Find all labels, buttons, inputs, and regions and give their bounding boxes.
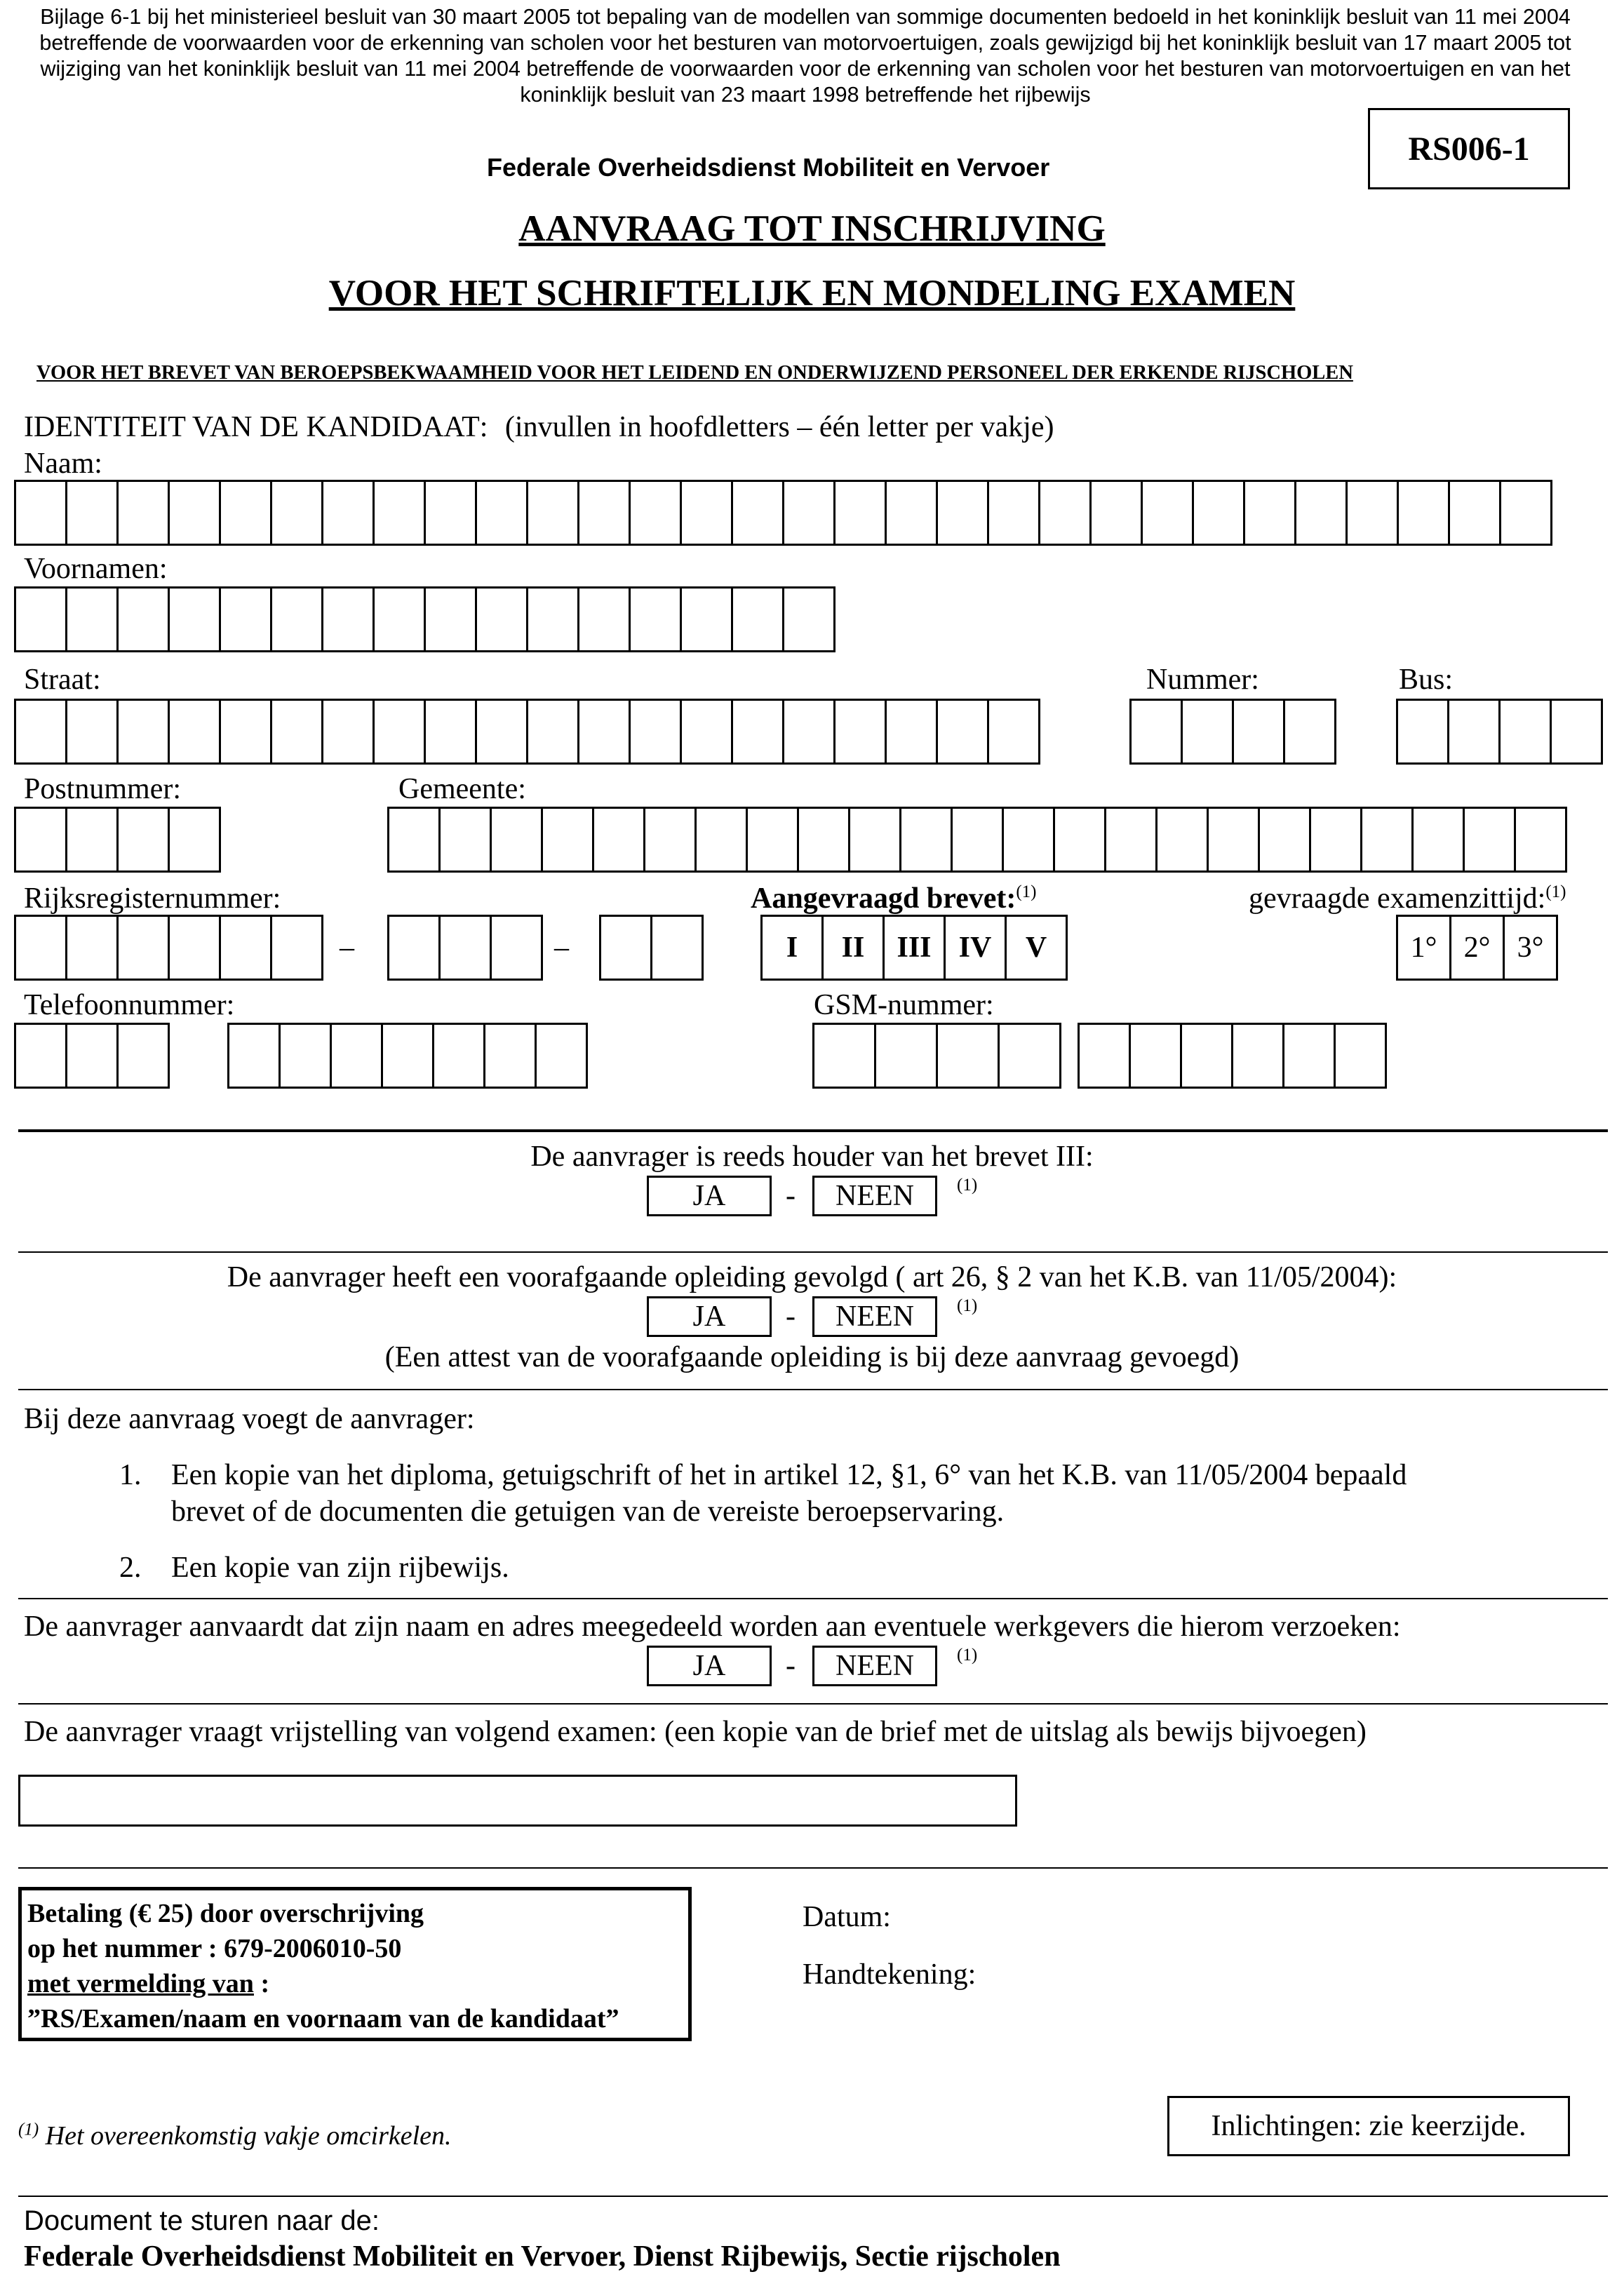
letter-box[interactable]: [1129, 699, 1183, 765]
letter-box[interactable]: [1243, 480, 1296, 546]
form-code-box: [1368, 108, 1570, 189]
footnote-line: [18, 2120, 452, 2151]
letter-box[interactable]: [475, 480, 528, 546]
letter-box[interactable]: [483, 1023, 537, 1089]
rijksregister-boxes-part3[interactable]: [599, 915, 702, 981]
letter-box[interactable]: [475, 699, 528, 765]
letter-box[interactable]: [1258, 807, 1311, 873]
letter-box[interactable]: [848, 807, 901, 873]
signature-label: Handtekening:: [803, 1958, 977, 1991]
attachments-intro: Bij deze aanvraag voegt de aanvrager:: [24, 1403, 475, 1435]
divider-7: [18, 2196, 1608, 2197]
payment-line1: Betaling (€ 25) door overschrijving: [27, 1899, 424, 1928]
straat-label: Straat:: [24, 664, 101, 696]
brevet-label: Aangevraagd brevet:: [751, 882, 1016, 915]
q2-note: (Een attest van de voorafgaande opleiding is bij deze aanvraag gevoegd): [384, 1341, 1240, 1373]
letter-box[interactable]: [373, 586, 426, 652]
letter-box[interactable]: [1141, 480, 1194, 546]
letter-box[interactable]: [438, 915, 492, 981]
rijksregister-boxes-part2[interactable]: [387, 915, 541, 981]
letter-box[interactable]: [694, 807, 748, 873]
letter-box[interactable]: [526, 586, 579, 652]
info-box-text: Inlichtingen: zie keerzijde.: [1211, 2110, 1526, 2142]
rijksregister-label: Rijksregisternummer:: [24, 882, 281, 915]
letter-box[interactable]: [14, 915, 67, 981]
letter-box[interactable]: [650, 915, 704, 981]
letter-box[interactable]: [219, 915, 272, 981]
nummer-label: Nummer:: [1146, 664, 1259, 696]
letter-box[interactable]: [14, 1023, 67, 1089]
letter-box[interactable]: [1129, 1023, 1182, 1089]
letter-box[interactable]: [14, 807, 67, 873]
letter-box[interactable]: [116, 699, 170, 765]
gsm-prefix-boxes[interactable]: [812, 1023, 1059, 1089]
divider-2: [18, 1251, 1608, 1253]
q1-neen-box[interactable]: [812, 1176, 937, 1216]
letter-box[interactable]: [526, 699, 579, 765]
attachment-2-num: 2.: [119, 1552, 142, 1584]
letter-box[interactable]: [1053, 807, 1106, 873]
letter-box[interactable]: [1498, 699, 1552, 765]
letter-box[interactable]: [65, 699, 119, 765]
letter-box[interactable]: [168, 915, 221, 981]
letter-box[interactable]: [746, 807, 799, 873]
zittijd-label: gevraagde examenzittijd:: [1249, 882, 1546, 915]
letter-box[interactable]: [321, 699, 375, 765]
letter-box[interactable]: [833, 480, 887, 546]
letter-box[interactable]: [797, 807, 850, 873]
letter-box[interactable]: [936, 1023, 1000, 1089]
divider-6: [18, 1867, 1608, 1869]
q3-neen-label: NEEN: [836, 1650, 914, 1682]
letter-box[interactable]: [490, 807, 543, 873]
letter-box[interactable]: [219, 586, 272, 652]
letter-box[interactable]: [1002, 807, 1055, 873]
brevet-footnote-mark: (1): [1016, 882, 1037, 901]
q1-separator: -: [786, 1180, 796, 1212]
letter-box[interactable]: [424, 480, 477, 546]
form-title-line2: VOOR HET SCHRIFTELIJK EN MONDELING EXAMEN: [328, 273, 1296, 314]
letter-box[interactable]: [168, 586, 221, 652]
letter-box[interactable]: [812, 1023, 876, 1089]
letter-box[interactable]: [321, 480, 375, 546]
letter-box[interactable]: [116, 807, 170, 873]
letter-box[interactable]: [1155, 807, 1209, 873]
q3-text: De aanvrager aanvaardt dat zijn naam en adres meegedeeld worden aan eventuele werkgevers die hierom verzoeken:: [24, 1611, 1401, 1643]
brevet-label-line: [751, 884, 1036, 913]
gemeente-boxes[interactable]: [387, 807, 1565, 873]
letter-box[interactable]: [731, 480, 784, 546]
footnote-mark: (1): [18, 2120, 39, 2139]
letter-box[interactable]: [330, 1023, 383, 1089]
q1-text: De aanvrager is reeds houder van het brevet III:: [530, 1141, 1094, 1173]
letter-box[interactable]: [168, 807, 221, 873]
letter-box[interactable]: [592, 807, 645, 873]
gsm-label: GSM-nummer:: [814, 989, 994, 1021]
datum-label: Datum:: [803, 1901, 891, 1933]
letter-box[interactable]: [1207, 807, 1260, 873]
letter-box[interactable]: [116, 915, 170, 981]
letter-box[interactable]: [1231, 1023, 1284, 1089]
letter-box[interactable]: [1334, 1023, 1387, 1089]
letter-box[interactable]: [643, 807, 697, 873]
letter-box[interactable]: [535, 1023, 588, 1089]
letter-box[interactable]: [1499, 480, 1552, 546]
telefoon-prefix-boxes[interactable]: [14, 1023, 168, 1089]
letter-box[interactable]: [168, 699, 221, 765]
letter-box[interactable]: [885, 480, 938, 546]
letter-box[interactable]: [270, 699, 323, 765]
letter-box[interactable]: [1514, 807, 1567, 873]
letter-box[interactable]: [833, 699, 887, 765]
letter-box[interactable]: [885, 699, 938, 765]
letter-box[interactable]: [381, 1023, 434, 1089]
letter-box[interactable]: [1180, 1023, 1233, 1089]
letter-box[interactable]: [424, 586, 477, 652]
q2-ja-box[interactable]: [647, 1296, 772, 1337]
letter-box[interactable]: [219, 480, 272, 546]
brevet-option-3[interactable]: III: [883, 915, 946, 981]
letter-box[interactable]: [577, 699, 631, 765]
brevet-option-5[interactable]: V: [1005, 915, 1068, 981]
send-to-label: Document te sturen naar de:: [24, 2205, 380, 2236]
letter-box[interactable]: [432, 1023, 485, 1089]
q1-ja-box[interactable]: [647, 1176, 772, 1216]
q2-neen-box[interactable]: [812, 1296, 937, 1337]
rijksregister-dash-2: –: [554, 932, 569, 964]
form-subtitle: VOOR HET BREVET VAN BEROEPSBEKWAAMHEID VOOR HET LEIDEND EN ONDERWIJZEND PERSONEEL DER ERKENDE RIJSCHOLEN: [36, 362, 1353, 384]
letter-box[interactable]: [1345, 480, 1399, 546]
letter-box[interactable]: [987, 480, 1040, 546]
letter-box[interactable]: [680, 699, 733, 765]
letter-box[interactable]: [541, 807, 594, 873]
form-code: RS006-1: [1408, 130, 1530, 168]
letter-box[interactable]: [424, 699, 477, 765]
letter-box[interactable]: [1448, 480, 1501, 546]
letter-box[interactable]: [1078, 1023, 1131, 1089]
letter-box[interactable]: [1397, 480, 1450, 546]
letter-box[interactable]: [599, 915, 652, 981]
letter-box[interactable]: [899, 807, 953, 873]
letter-box[interactable]: [116, 480, 170, 546]
brevet-options: [760, 915, 1066, 981]
session-option-1[interactable]: 1°: [1396, 915, 1451, 981]
postnummer-label: Postnummer:: [24, 773, 182, 805]
voornamen-boxes[interactable]: [14, 586, 833, 652]
telefoon-number-boxes[interactable]: [227, 1023, 586, 1089]
session-option-2[interactable]: 2°: [1449, 915, 1505, 981]
attachment-1-line2: brevet of de documenten die getuigen van de vereiste beroepservaring.: [171, 1495, 1005, 1528]
letter-box[interactable]: [373, 699, 426, 765]
letter-box[interactable]: [116, 586, 170, 652]
letter-box[interactable]: [782, 699, 836, 765]
payment-line3: [27, 1966, 688, 2001]
letter-box[interactable]: [116, 1023, 170, 1089]
letter-box[interactable]: [1447, 699, 1501, 765]
q2-text: De aanvrager heeft een voorafgaande opleiding gevolgd ( art 26, § 2 van het K.B. van 11/05/2004):: [227, 1261, 1397, 1293]
footnote-text: Het overeenkomstig vakje omcirkelen.: [45, 2121, 452, 2151]
brevet-option-2[interactable]: II: [821, 915, 885, 981]
bus-label: Bus:: [1399, 664, 1454, 696]
form-title-line1: AANVRAAG TOT INSCHRIJVING: [518, 208, 1106, 249]
letter-box[interactable]: [321, 586, 375, 652]
rijksregister-boxes-part1[interactable]: [14, 915, 321, 981]
letter-box[interactable]: [782, 480, 836, 546]
letter-box[interactable]: [1396, 699, 1449, 765]
telefoon-label: Telefoonnummer:: [24, 989, 235, 1021]
attachment-2-line1: Een kopie van zijn rijbewijs.: [171, 1552, 509, 1584]
q2-separator: -: [786, 1300, 796, 1333]
letter-box[interactable]: [782, 586, 836, 652]
letter-box[interactable]: [577, 480, 631, 546]
letter-box[interactable]: [270, 480, 323, 546]
letter-box[interactable]: [270, 586, 323, 652]
gemeente-label: Gemeente:: [398, 773, 526, 805]
letter-box[interactable]: [1283, 699, 1336, 765]
brevet-option-4[interactable]: IV: [944, 915, 1007, 981]
letter-box[interactable]: [1089, 480, 1143, 546]
letter-box[interactable]: [14, 699, 67, 765]
payment-line4: ”RS/Examen/naam en voornaam van de kandidaat”: [27, 2004, 619, 2033]
letter-box[interactable]: [227, 1023, 281, 1089]
payment-line2: op het nummer : 679-2006010-50: [27, 1934, 402, 1963]
letter-box[interactable]: [1550, 699, 1603, 765]
letter-box[interactable]: [65, 586, 119, 652]
send-to-address: Federale Overheidsdienst Mobiliteit en Vervoer, Dienst Rijbewijs, Sectie rijscholen: [24, 2240, 1061, 2273]
brevet-option-1[interactable]: I: [760, 915, 824, 981]
letter-box[interactable]: [490, 915, 543, 981]
letter-box[interactable]: [1411, 807, 1465, 873]
letter-box[interactable]: [373, 480, 426, 546]
straat-boxes[interactable]: [14, 699, 1038, 765]
session-option-3[interactable]: 3°: [1503, 915, 1558, 981]
letter-box[interactable]: [1181, 699, 1234, 765]
letter-box[interactable]: [629, 699, 682, 765]
q2-neen-label: NEEN: [836, 1300, 914, 1333]
divider-5: [18, 1703, 1608, 1705]
letter-box[interactable]: [65, 915, 119, 981]
letter-box[interactable]: [65, 807, 119, 873]
attachment-1-line1: Een kopie van het diploma, getuigschrift of het in artikel 12, §1, 6° van het K.B. van 11/05/2004 bepaald: [171, 1459, 1407, 1491]
postnummer-boxes[interactable]: [14, 807, 219, 873]
letter-box[interactable]: [526, 480, 579, 546]
letter-box[interactable]: [1294, 480, 1348, 546]
letter-box[interactable]: [1309, 807, 1362, 873]
letter-box[interactable]: [14, 480, 67, 546]
letter-box[interactable]: [1282, 1023, 1336, 1089]
gsm-number-boxes[interactable]: [1078, 1023, 1385, 1089]
letter-box[interactable]: [65, 1023, 119, 1089]
letter-box[interactable]: [270, 915, 323, 981]
q3-neen-box[interactable]: [812, 1646, 937, 1686]
letter-box[interactable]: [1360, 807, 1414, 873]
letter-box[interactable]: [731, 699, 784, 765]
q4-text: De aanvrager vraagt vrijstelling van volgend examen: (een kopie van de brief met de uitslag als bewijs bijvoegen): [24, 1716, 1367, 1748]
payment-line3-underlined: met vermelding van: [27, 1969, 254, 1998]
letter-box[interactable]: [279, 1023, 332, 1089]
letter-box[interactable]: [1038, 480, 1092, 546]
letter-box[interactable]: [475, 586, 528, 652]
q1-neen-label: NEEN: [836, 1180, 914, 1212]
letter-box[interactable]: [387, 807, 441, 873]
identity-instruction: (invullen in hoofdletters – één letter per vakje): [504, 411, 1054, 443]
letter-box[interactable]: [936, 480, 989, 546]
letter-box[interactable]: [1232, 699, 1285, 765]
info-box: [1167, 2096, 1570, 2156]
letter-box[interactable]: [680, 480, 733, 546]
q3-separator: -: [786, 1650, 796, 1682]
q2-ja-label: JA: [692, 1300, 726, 1333]
payment-box: [18, 1887, 692, 2041]
divider-4: [18, 1598, 1608, 1599]
naam-label: Naam:: [24, 448, 102, 480]
q3-ja-box[interactable]: [647, 1646, 772, 1686]
letter-box[interactable]: [936, 699, 989, 765]
letter-box[interactable]: [998, 1023, 1061, 1089]
letter-box[interactable]: [387, 915, 441, 981]
letter-box[interactable]: [438, 807, 492, 873]
letter-box[interactable]: [14, 586, 67, 652]
rijksregister-dash-1: –: [340, 932, 354, 964]
letter-box[interactable]: [874, 1023, 938, 1089]
letter-box[interactable]: [1192, 480, 1245, 546]
exemption-input[interactable]: [18, 1775, 1017, 1827]
letter-box[interactable]: [65, 480, 119, 546]
letter-box[interactable]: [1104, 807, 1157, 873]
naam-boxes[interactable]: [14, 480, 1550, 546]
letter-box[interactable]: [731, 586, 784, 652]
letter-box[interactable]: [629, 480, 682, 546]
agency-name: Federale Overheidsdienst Mobiliteit en Vervoer: [487, 153, 1050, 182]
session-options: [1396, 915, 1556, 981]
divider-3: [18, 1389, 1608, 1390]
q3-ja-label: JA: [692, 1650, 726, 1682]
payment-line3-rest: :: [253, 1969, 270, 1998]
divider-1: [18, 1129, 1608, 1132]
letter-box[interactable]: [951, 807, 1004, 873]
letter-box[interactable]: [577, 586, 631, 652]
bus-boxes[interactable]: [1396, 699, 1601, 765]
letter-box[interactable]: [629, 586, 682, 652]
q1-ja-label: JA: [692, 1180, 726, 1212]
letter-box[interactable]: [1463, 807, 1516, 873]
identity-heading: IDENTITEIT VAN DE KANDIDAAT: [24, 411, 480, 443]
letter-box[interactable]: [987, 699, 1040, 765]
identity-heading-line: IDENTITEIT VAN DE KANDIDAAT: (invullen in hoofdletters – één letter per vakje): [24, 411, 1054, 443]
letter-box[interactable]: [168, 480, 221, 546]
zittijd-label-line: [1249, 884, 1566, 913]
zittijd-footnote-mark: (1): [1545, 882, 1566, 901]
attachment-1-num: 1.: [119, 1459, 142, 1491]
nummer-boxes[interactable]: [1129, 699, 1334, 765]
voornamen-label: Voornamen:: [24, 553, 168, 585]
legal-header: Bijlage 6-1 bij het ministerieel besluit van 30 maart 2005 tot bepaling van de modellen van sommige documenten bedoeld in het koninklijk besluit van 11 mei 2004 betreffende de voorwaarden voor de erkenning van scholen voor het besturen van motorvoertuigen, zoals gewijzigd bij het koninklijk besluit van 17 maart 2005 tot wijziging van het koninklijk besluit van 11 mei 2004 betreffende de voorwaarden voor de erkenning van scholen voor het besturen van motorvoertuigen en van het koninklijk besluit van 23 maart 1998 betreffende het rijbewijs: [39, 5, 1571, 107]
letter-box[interactable]: [680, 586, 733, 652]
letter-box[interactable]: [219, 699, 272, 765]
